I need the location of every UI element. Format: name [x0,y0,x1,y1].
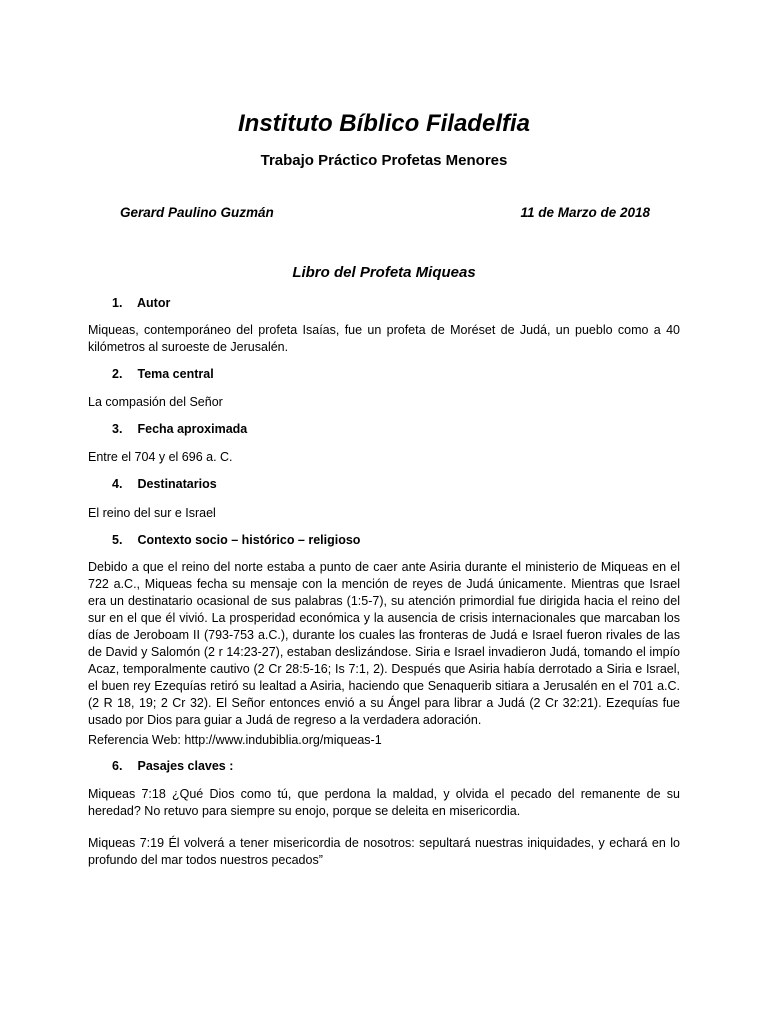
web-reference: Referencia Web: http://www.indubiblia.org/miqueas-1 [88,733,382,747]
section-heading-label: Fecha aproximada [137,422,248,436]
section-heading-label: Tema central [137,367,214,381]
section-number: 1. [112,296,123,310]
section-number: 6. [112,759,123,773]
book-title: Libro del Profeta Miqueas [292,264,476,281]
section-heading-label: Contexto socio – histórico – religioso [137,533,361,547]
section-text-contexto: Debido a que el reino del norte estaba a punto de caer ante Asiria durante el ministerio de Miqueas en el 722 a.C., Miqueas fecha su mensaje con la mención de reyes de Judá únicamente. Mientras que Israel era un destinatario ocasional de sus palabras (1:5-7), su atención primordial fue dirigida hacia el reino del sur en el que él vivió. La prosperidad económica y la ausencia de crisis internacionales que marcaban los días de Jeroboam II (793-753 a.C.), durante los cuales las fronteras de Judá e Israel fueron rivales de las de David y Salomón (2 r 14:23-27), estaban deslizándose. Siria e Israel invadieron Judá, tomando el impío Acaz, temporalmente cautivo (2 Cr 28:5-16; Is 7:1, 2). Después que Asiria había derrotado a Siria e Israel, el buen rey Ezequías retiró su lealtad a Asiria, haciendo que Senaquerib sitiara a Jerusalén en el 701 a.C. (2 R 18, 19; 2 Cr 32). El Señor entonces envió a su Ángel para librar a Judá (2 Cr 32:21). Ezequías fue usado por Dios para guiar a Judá de regreso a la verdadera adoración. [88,560,680,727]
section-number: 5. [112,533,123,547]
passage-miqueas-7-19: Miqueas 7:19 Él volverá a tener misericordia de nosotros: sepultará nuestras iniquidades, y echará en lo profundo del mar todos nuestros pecados” [88,836,680,867]
author-name: Gerard Paulino Guzmán [120,205,274,220]
section-text-destinatarios: El reino del sur e Israel [88,506,216,520]
document-title: Instituto Bíblico Filadelfia [237,110,530,137]
section-number: 4. [112,477,123,491]
section-text-fecha: Entre el 704 y el 696 a. C. [88,450,233,464]
section-number: 3. [112,422,123,436]
section-heading-destinatarios [112,477,217,491]
section-heading-contexto [112,533,360,547]
section-text-autor: Miqueas, contemporáneo del profeta Isaías, fue un profeta de Moréset de Judá, un pueblo como a 40 kilómetros al suroeste de Jerusalén. [88,323,680,354]
section-number: 2. [112,367,123,381]
section-heading-tema-central [112,367,214,381]
section-heading-fecha [112,422,247,436]
document-subtitle: Trabajo Práctico Profetas Menores [260,152,508,169]
section-heading-label: Autor [137,296,171,310]
document-date: 11 de Marzo de 2018 [520,205,650,220]
passage-miqueas-7-18: Miqueas 7:18 ¿Qué Dios como tú, que perdona la maldad, y olvida el pecado del remanente de su heredad? No retuvo para siempre su enojo, porque se deleita en misericordia. [88,787,680,818]
section-heading-autor [112,296,170,310]
section-heading-label: Destinatarios [137,477,217,491]
section-heading-pasajes [112,759,233,773]
section-text-tema-central: La compasión del Señor [88,395,223,409]
section-heading-label: Pasajes claves : [137,759,234,773]
